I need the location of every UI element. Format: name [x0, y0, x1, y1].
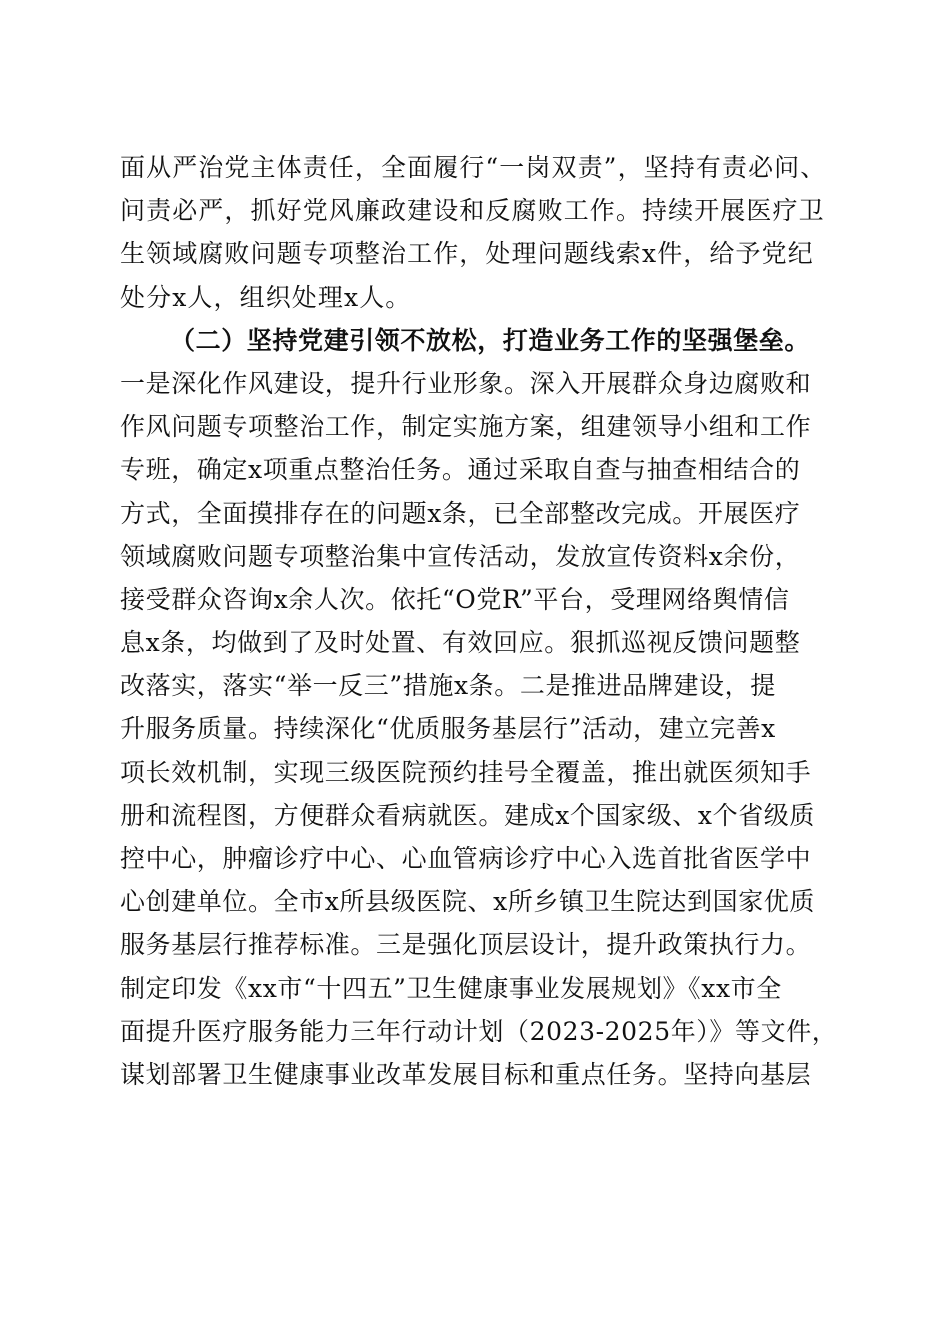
- text-line: 服务基层行推荐标准。三是强化顶层设计，提升政策执行力。: [120, 930, 812, 960]
- text-line: 控中心，肿瘤诊疗中心、心血管病诊疗中心入选首批省医学中: [120, 844, 812, 873]
- text-line: 生领域腐败问题专项整治工作，处理问题线索x件，给予党纪: [120, 239, 814, 269]
- text-line: 谋划部署卫生健康事业改革发展目标和重点任务。坚持向基层: [120, 1059, 812, 1089]
- section-heading: （二）坚持党建引领不放松，打造业务工作的坚强堡垒。: [170, 325, 811, 355]
- text-line: 一是深化作风建设，提升行业形象。深入开展群众身边腐败和: [120, 368, 812, 398]
- text-line: 接受群众咨询x余人次。依托“O党R”平台，受理网络舆情信: [120, 584, 790, 614]
- text-line: 项长效机制，实现三级医院预约挂号全覆盖，推出就医须知手: [120, 757, 812, 787]
- text-line: 面提升医疗服务能力三年行动计划（2023-2025年）》等文件，: [120, 1016, 838, 1046]
- text-line: 息x条，均做到了及时处置、有效回应。狠抓巡视反馈问题整: [120, 628, 801, 658]
- text-line: 问责必严，抓好党风廉政建设和反腐败工作。持续开展医疗卫: [120, 196, 825, 226]
- text-line: 处分x人，组织处理x人。: [120, 282, 412, 312]
- text-line: 面从严治党主体责任，全面履行“一岗双责”，坚持有责必问、: [120, 153, 827, 182]
- text-line: 方式，全面摸排存在的问题x条，已全部整改完成。开展医疗: [120, 498, 801, 528]
- text-line: 改落实，落实“举一反三”措施x条。二是推进品牌建设，提: [120, 671, 776, 701]
- text-line: 专班，确定x项重点整治任务。通过采取自查与抽查相结合的: [120, 455, 801, 485]
- text-line: 制定印发《xx市“十四五”卫生健康事业发展规划》《xx市全: [120, 973, 782, 1003]
- document-body: [120, 146, 840, 1096]
- text-line: 领域腐败问题专项整治集中宣传活动，发放宣传资料x余份，: [120, 541, 801, 571]
- text-line: 作风问题专项整治工作，制定实施方案，组建领导小组和工作: [120, 412, 812, 442]
- text-line: 心创建单位。全市x所县级医院、x所乡镇卫生院达到国家优质: [120, 887, 816, 917]
- text-line: 册和流程图，方便群众看病就医。建成x个国家级、x个省级质: [120, 800, 816, 830]
- text-line: 升服务质量。持续深化“优质服务基层行”活动，建立完善x: [120, 714, 776, 744]
